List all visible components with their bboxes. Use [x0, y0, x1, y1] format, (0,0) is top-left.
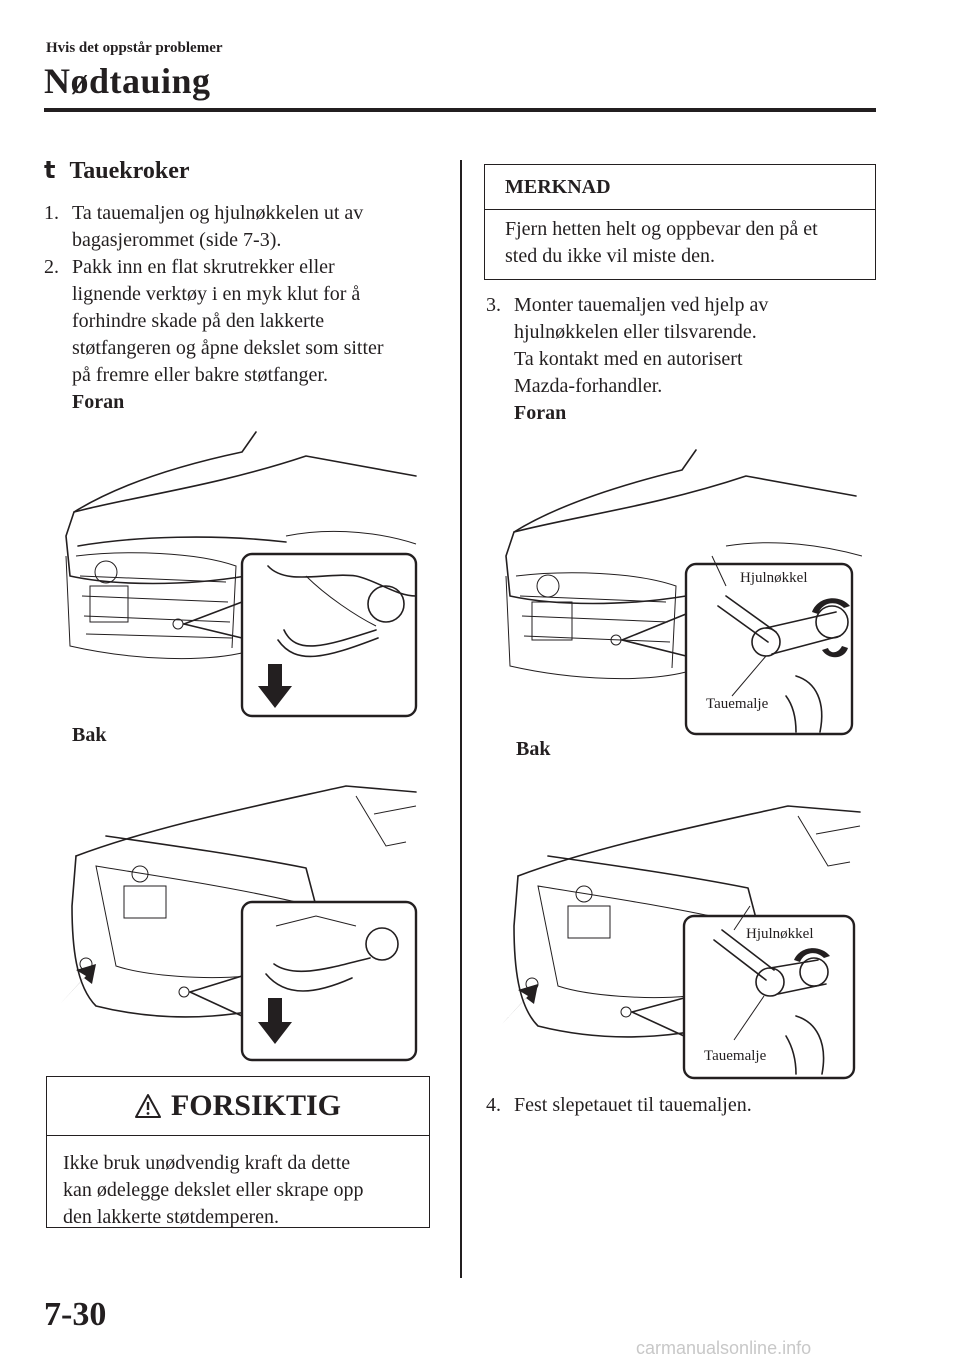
figure-label-front: Foran	[514, 402, 567, 424]
watermark: carmanualsonline.info	[636, 1338, 812, 1358]
step-line: bagasjerommet (side 7-3).	[72, 229, 282, 251]
figure-label-rear: Bak	[72, 724, 107, 746]
step-line: støtfangeren og åpne dekslet som sitter	[72, 337, 384, 359]
callout-towing-eye: Tauemalje	[704, 1048, 767, 1064]
caution-box	[46, 1076, 430, 1228]
section-heading-text: Tauekroker	[69, 158, 190, 184]
step-2	[44, 254, 444, 416]
step-line: Ta kontakt med en autorisert	[514, 348, 743, 370]
step-number: 3.	[486, 294, 501, 316]
callout-towing-eye: Tauemalje	[706, 696, 769, 712]
caution-heading: FORSIKTIG	[170, 1089, 342, 1122]
caution-line: den lakkerte støtdemperen.	[63, 1206, 280, 1228]
note-box	[484, 164, 876, 280]
page-number: 7-30	[44, 1296, 107, 1333]
column-divider	[460, 160, 462, 1278]
step-line: hjulnøkkelen eller tilsvarende.	[514, 321, 757, 343]
rear-bumper-illustration	[56, 766, 420, 1064]
step-line: Monter tauemaljen ved hjelp av	[514, 294, 769, 316]
step-4	[486, 1092, 876, 1119]
step-line: lignende verktøy i en myk klut for å	[72, 283, 361, 305]
step-3	[486, 292, 876, 427]
step-number: 1.	[44, 202, 59, 224]
step-1	[44, 200, 444, 254]
callout-wrench: Hjulnøkkel	[740, 570, 808, 586]
step-line: Fest slepetauet til tauemaljen.	[514, 1094, 752, 1116]
step-line: på fremre eller bakre støtfanger.	[72, 364, 328, 386]
section-marker: t	[44, 156, 56, 184]
step-line: Ta tauemaljen og hjulnøkkelen ut av	[72, 202, 364, 224]
note-heading: MERKNAD	[485, 165, 875, 210]
note-line: Fjern hetten helt og oppbevar den på et	[505, 218, 818, 240]
step-number: 2.	[44, 256, 59, 278]
step-line: forhindre skade på den lakkerte	[72, 310, 325, 332]
page-title: Nødtauing	[44, 61, 211, 101]
step-line: Pakk inn en flat skrutrekker eller	[72, 256, 335, 278]
section-heading	[44, 156, 190, 185]
front-bumper-illustration	[56, 426, 420, 720]
caution-header	[47, 1077, 429, 1136]
title-rule	[44, 108, 876, 112]
figure-label-front: Foran	[72, 391, 125, 413]
step-line: Mazda-forhandler.	[514, 375, 663, 397]
caution-line: kan ødelegge dekslet eller skrape opp	[63, 1179, 364, 1201]
caution-line: Ikke bruk unødvendig kraft da dette	[63, 1152, 351, 1174]
front-wrench-illustration	[496, 446, 862, 736]
step-number: 4.	[486, 1094, 501, 1116]
caution-body	[47, 1136, 429, 1245]
note-line: sted du ikke vil miste den.	[505, 245, 715, 267]
breadcrumb: Hvis det oppstår problemer	[46, 40, 223, 56]
callout-wrench: Hjulnøkkel	[746, 926, 814, 942]
figure-label-rear: Bak	[516, 738, 551, 760]
note-body	[485, 210, 875, 276]
warning-triangle-icon	[135, 1093, 161, 1119]
